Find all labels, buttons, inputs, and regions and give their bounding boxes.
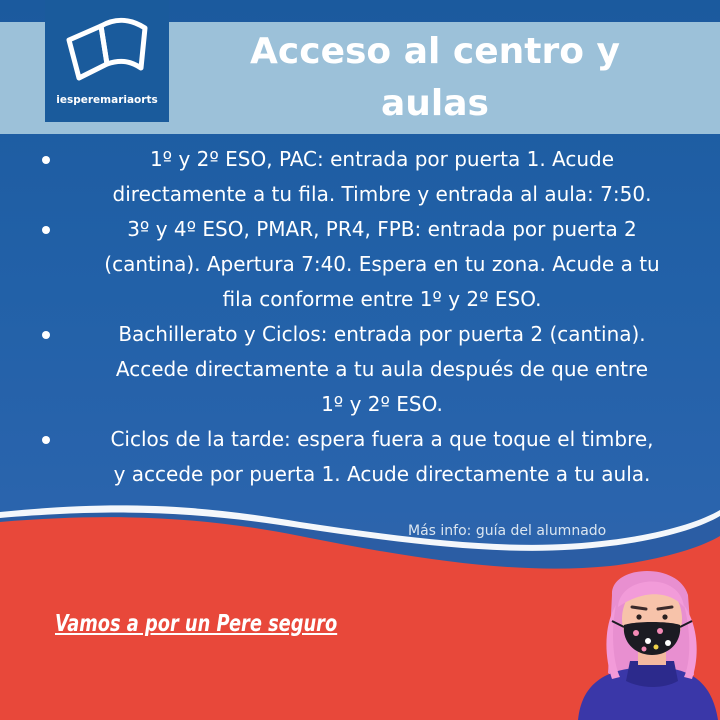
list-item xyxy=(28,212,700,317)
item-line: 3º y 4º ESO, PMAR, PR4, FPB: entrada por puerta 2 xyxy=(127,217,637,241)
access-rules-list xyxy=(28,142,700,492)
title-line: Acceso al centro y xyxy=(250,31,620,72)
item-line: Accede directamente a tu aula después de que entre xyxy=(115,357,649,381)
list-item xyxy=(28,422,700,492)
title-line: aulas xyxy=(381,83,489,124)
item-line: 1º y 2º ESO. xyxy=(321,392,443,416)
logo xyxy=(45,0,169,122)
page-title xyxy=(175,26,695,130)
slogan: Vamos a por un Pere seguro xyxy=(55,611,338,637)
list-item xyxy=(28,142,700,212)
item-line: 1º y 2º ESO, PAC: entrada por puerta 1. Acude xyxy=(149,147,615,171)
bullet-icon xyxy=(42,331,50,339)
more-info-text: Más info: guía del alumnado xyxy=(408,523,607,539)
item-line: (cantina). Apertura 7:40. Espera en tu zona. Acude a tu xyxy=(104,252,660,276)
item-line: fila conforme entre 1º y 2º ESO. xyxy=(222,287,542,311)
item-line: Bachillerato y Ciclos: entrada por puerta 2 (cantina). xyxy=(118,322,646,346)
bullet-icon xyxy=(42,156,50,164)
bullet-icon xyxy=(42,226,50,234)
item-line: y accede por puerta 1. Acude directamente a tu aula. xyxy=(113,462,651,486)
open-book-icon xyxy=(61,12,153,92)
item-line: directamente a tu fila. Timbre y entrada al aula: 7:50. xyxy=(112,182,652,206)
item-line: Ciclos de la tarde: espera fuera a que toque el timbre, xyxy=(110,427,654,451)
masked-girl-illustration xyxy=(560,555,720,720)
list-item xyxy=(28,317,700,422)
bullet-icon xyxy=(42,436,50,444)
logo-text: iesperemariaorts xyxy=(56,94,158,106)
